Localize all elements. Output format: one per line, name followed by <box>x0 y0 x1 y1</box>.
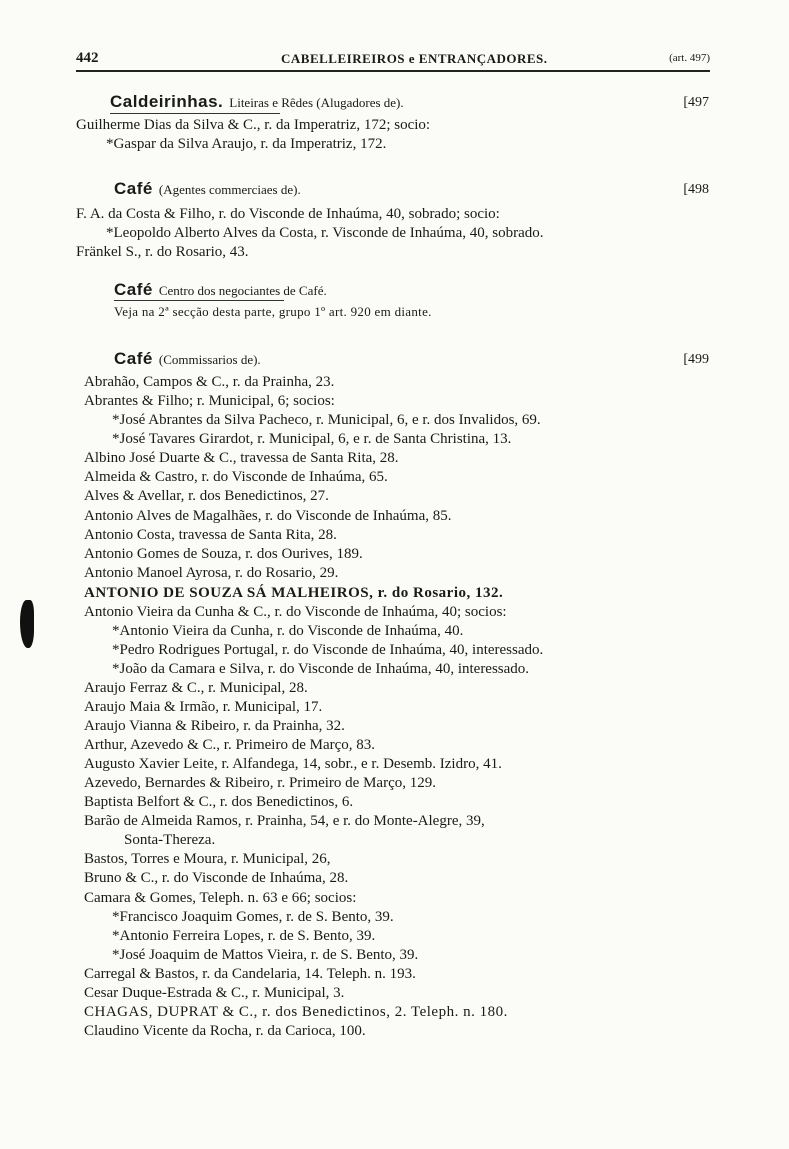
entry-partner: *José Abrantes da Silva Pacheco, r. Municipal, 6, e r. dos Invalidos, 69. <box>112 412 541 428</box>
header-rule <box>76 70 710 72</box>
entry-partner: *Pedro Rodrigues Portugal, r. do Visconde de Inhaúma, 40, interessado. <box>112 642 544 658</box>
entry: Antonio Alves de Magalhães, r. do Visconde de Inhaúma, 85. <box>84 508 452 524</box>
entry: Abrantes & Filho; r. Municipal, 6; socios: <box>84 393 335 409</box>
entry: Carregal & Bastos, r. da Candelaria, 14. Teleph. n. 193. <box>84 966 416 982</box>
entry: Augusto Xavier Leite, r. Alfandega, 14, sobr., e r. Desemb. Izidro, 41. <box>84 756 502 772</box>
entry-partner: *Leopoldo Alberto Alves da Costa, r. Visconde de Inhaúma, 40, sobrado. <box>106 225 544 241</box>
section-title: Café <box>114 179 153 198</box>
entry: Araujo Vianna & Ribeiro, r. da Prainha, 32. <box>84 718 345 734</box>
entry: F. A. da Costa & Filho, r. do Visconde de Inhaúma, 40, sobrado; socio: <box>76 206 500 222</box>
entry: Araujo Maia & Irmão, r. Municipal, 17. <box>84 699 323 715</box>
entry-partner: *Gaspar da Silva Araujo, r. da Imperatriz, 172. <box>106 136 387 152</box>
running-title: CABELLEIREIROS e ENTRANÇADORES. <box>281 51 548 66</box>
section-description: Liteiras e Rêdes (Alugadores de). <box>229 95 404 110</box>
entry: Barão de Almeida Ramos, r. Prainha, 54, e r. do Monte-Alegre, 39, <box>84 813 485 829</box>
entry: Antonio Manoel Ayrosa, r. do Rosario, 29. <box>84 565 339 581</box>
entry: Araujo Ferraz & C., r. Municipal, 28. <box>84 680 308 696</box>
page-header <box>76 50 710 72</box>
section-description: Centro dos negociantes de Café. <box>158 283 327 298</box>
entry: Bruno & C., r. do Visconde de Inhaúma, 28. <box>84 870 349 886</box>
section-heading <box>114 281 327 300</box>
page-number: 442 <box>76 50 99 66</box>
entry-partner: *José Joaquim de Mattos Vieira, r. de S. Bento, 39. <box>112 947 419 963</box>
entry-partner: *Antonio Vieira da Cunha, r. do Visconde de Inhaúma, 40. <box>112 623 464 639</box>
section-title: Caldeirinhas. <box>110 92 224 111</box>
entry: Baptista Belfort & C., r. dos Benedictinos, 6. <box>84 794 354 810</box>
entry: Camara & Gomes, Teleph. n. 63 e 66; socios: <box>84 890 357 906</box>
entry-emphasized: CHAGAS, DUPRAT & C., r. dos Benedictinos, 2. Teleph. n. 180. <box>84 1004 508 1020</box>
entry-emphasized: ANTONIO DE SOUZA SÁ MALHEIROS, r. do Rosario, 132. <box>84 585 504 601</box>
entry-partner: *João da Camara e Silva, r. do Visconde de Inhaúma, 40, interessado. <box>112 661 530 677</box>
entry: Albino José Duarte & C., travessa de Santa Rita, 28. <box>84 450 399 466</box>
entry: Azevedo, Bernardes & Ribeiro, r. Primeiro de Março, 129. <box>84 775 436 791</box>
section-number: [499 <box>683 352 709 367</box>
entry: Guilherme Dias da Silva & C., r. da Imperatriz, 172; socio: <box>76 117 431 133</box>
section-description: (Agentes commerciaes de). <box>158 182 301 197</box>
section-number: [498 <box>683 182 709 197</box>
entry: Alves & Avellar, r. dos Benedictinos, 27. <box>84 488 329 504</box>
entry: Abrahão, Campos & C., r. da Prainha, 23. <box>84 374 335 390</box>
entry: Arthur, Azevedo & C., r. Primeiro de Março, 83. <box>84 737 376 753</box>
title-underline <box>110 113 280 114</box>
entry: Antonio Costa, travessa de Santa Rita, 28. <box>84 527 337 543</box>
entry-partner: *Francisco Joaquim Gomes, r. de S. Bento, 39. <box>112 909 394 925</box>
section-title: Café <box>114 349 153 368</box>
entry: Claudino Vicente da Rocha, r. da Carioca, 100. <box>84 1023 366 1039</box>
section-heading <box>110 93 404 112</box>
article-range: (art. 497) <box>669 52 710 64</box>
entry: Almeida & Castro, r. do Visconde de Inhaúma, 65. <box>84 469 388 485</box>
section-description: (Commissarios de). <box>158 352 261 367</box>
cross-reference-note: Veja na 2ª secção desta parte, grupo 1º art. 920 em diante. <box>114 304 432 319</box>
entry-partner: *José Tavares Girardot, r. Municipal, 6, e r. de Santa Christina, 13. <box>112 431 512 447</box>
section-heading <box>114 350 261 369</box>
entry: Bastos, Torres e Moura, r. Municipal, 26, <box>84 851 331 867</box>
section-title: Café <box>114 280 153 299</box>
entry-partner: *Antonio Ferreira Lopes, r. de S. Bento, 39. <box>112 928 376 944</box>
entry: Antonio Gomes de Souza, r. dos Ourives, 189. <box>84 546 363 562</box>
title-underline <box>114 300 284 301</box>
entry: Antonio Vieira da Cunha & C., r. do Visconde de Inhaúma, 40; socios: <box>84 604 507 620</box>
entry-continuation: Sonta-Thereza. <box>124 832 216 848</box>
section-number: [497 <box>683 95 709 110</box>
ink-blot-mark <box>20 600 34 648</box>
entry: Cesar Duque-Estrada & C., r. Municipal, 3. <box>84 985 345 1001</box>
entry: Fränkel S., r. do Rosario, 43. <box>76 244 249 260</box>
section-heading <box>114 180 301 199</box>
